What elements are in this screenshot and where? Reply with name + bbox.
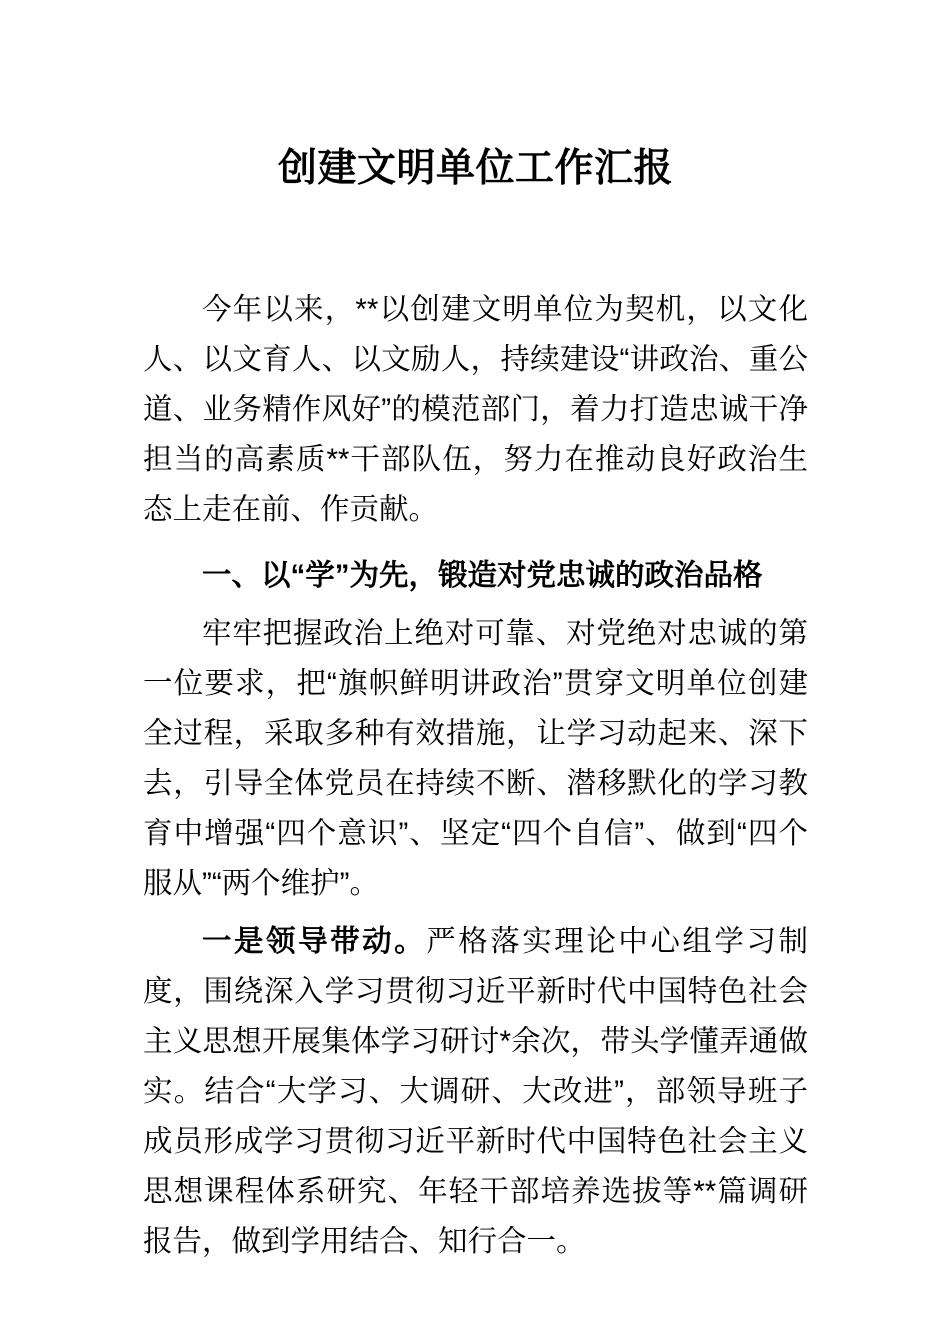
section-heading-one: 一、以“学”为先，锻造对党忠诚的政治品格: [202, 559, 763, 592]
paragraph-section-one-body: 牢牢把握政治上绝对可靠、对党绝对忠诚的第一位要求，把“旗帜鲜明讲政治”贯穿文明单位创建全过程，采取多种有效措施，让学习动起来、深下去，引导全体党员在持续不断、潜移默化的学习教育中增强“四个意识”、坚定“四个自信”、做到“四个服从”“两个维护”。: [143, 617, 808, 900]
block-spacer: [143, 601, 808, 609]
page-title: 创建文明单位工作汇报: [277, 147, 673, 190]
point-one-lead-in: 一是领导带动。: [202, 925, 427, 958]
paragraph-intro: 今年以来，**以创建文明单位为契机，以文化人、以文育人、以文励人，持续建设“讲政治、重公道、业务精作风好”的模范部门，着力打造忠诚干净担当的高素质**干部队伍，努力在推动良好政治生态上走在前、作贡献。: [143, 293, 808, 526]
point-one-body: 严格落实理论中心组学习制度，围绕深入学习贯彻习近平新时代中国特色社会主义思想开展集体学习研讨*余次，带头学懂弄通做实。结合“大学习、大调研、大改进”，部领导班子成员形成学习贯彻习近平新时代中国特色社会主义思想课程体系研究、年轻干部培养选拔等**篇调研报告，做到学用结合、知行合一。: [143, 925, 808, 1258]
paragraph-point-one: [143, 917, 808, 1267]
block-spacer: [143, 535, 808, 551]
block-spacer: [143, 909, 808, 917]
document-body: [143, 285, 808, 1267]
